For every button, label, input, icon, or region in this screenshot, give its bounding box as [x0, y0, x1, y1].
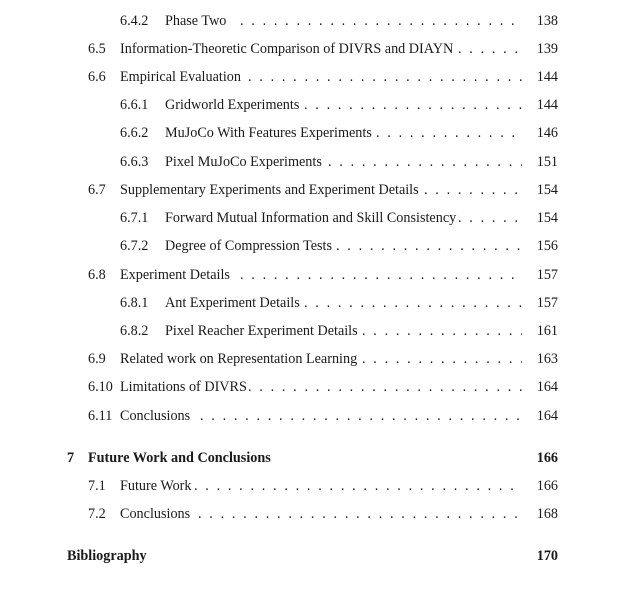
toc-entry-number: 6.7 [88, 182, 106, 198]
toc-entry-title: Ant Experiment Details [165, 295, 300, 311]
toc-entry-page: 164 [536, 408, 558, 424]
leader-dots [424, 180, 522, 200]
toc-entry-page: 161 [536, 323, 558, 339]
toc-entry-page: 138 [536, 13, 558, 29]
leader-dots [336, 236, 522, 256]
toc-entry-page: 157 [536, 295, 558, 311]
toc-entry-page: 144 [536, 69, 558, 85]
toc-entry[interactable] [0, 476, 631, 496]
toc-entry-page: 164 [536, 379, 558, 395]
toc-entry-title: Conclusions [120, 408, 191, 424]
toc-entry-number: 6.8.2 [120, 323, 149, 339]
leader-dots [304, 293, 522, 313]
leader-dots [248, 377, 522, 397]
toc-entry-page: 151 [536, 154, 558, 170]
toc-entry-number: 6.11 [88, 408, 113, 424]
toc-bibliography-page: 170 [536, 548, 558, 564]
leader-dots [458, 208, 522, 228]
toc-entry-number: 6.4.2 [120, 13, 149, 29]
toc-entry[interactable] [0, 123, 631, 143]
toc-entry-title: Forward Mutual Information and Skill Consistency [165, 210, 457, 226]
toc-entry-title: Related work on Representation Learning [120, 351, 358, 367]
toc-entry[interactable] [0, 95, 631, 115]
toc-entry[interactable] [0, 406, 631, 426]
toc-entry-page: 168 [536, 506, 558, 522]
leader-dots [362, 349, 522, 369]
toc-entry-title: Limitations of DIVRS [120, 379, 247, 395]
toc-entry-number: 6.8 [88, 267, 106, 283]
toc-entry-page: 144 [536, 97, 558, 113]
toc-entry-number: 6.6.1 [120, 97, 149, 113]
leader-dots [376, 123, 522, 143]
leader-dots [240, 265, 522, 285]
toc-entry-number: 6.6.2 [120, 125, 149, 141]
toc-entry-number: 6.7.1 [120, 210, 149, 226]
toc-entry[interactable] [0, 11, 631, 31]
toc-entry-number: 6.8.1 [120, 295, 149, 311]
toc-entry-title: Gridworld Experiments [165, 97, 300, 113]
toc-chapter-title: Future Work and Conclusions [88, 450, 271, 466]
toc-entry[interactable] [0, 293, 631, 313]
toc-entry-page: 154 [536, 182, 558, 198]
toc-entry-number: 6.5 [88, 41, 106, 57]
toc-entry-title: Supplementary Experiments and Experiment Details [120, 182, 419, 198]
toc-entry-title: Empirical Evaluation [120, 69, 241, 85]
toc-entry[interactable] [0, 236, 631, 256]
leader-dots [328, 152, 522, 172]
toc-entry[interactable] [0, 504, 631, 524]
toc-chapter[interactable] [0, 448, 631, 468]
toc-entry[interactable] [0, 208, 631, 228]
leader-dots [198, 504, 522, 524]
toc-entry-title: Information-Theoretic Comparison of DIVRS and DIAYN [120, 41, 454, 57]
toc-entry-page: 146 [536, 125, 558, 141]
toc-entry-number: 6.7.2 [120, 238, 149, 254]
toc-entry[interactable] [0, 265, 631, 285]
toc-bibliography-title: Bibliography [67, 548, 147, 564]
toc-entry[interactable] [0, 321, 631, 341]
toc-entry-page: 156 [536, 238, 558, 254]
toc-entry-title: MuJoCo With Features Experiments [165, 125, 372, 141]
toc-entry-title: Phase Two [165, 13, 227, 29]
toc-chapter-number: 7 [67, 450, 75, 466]
toc-entry[interactable] [0, 67, 631, 87]
toc-entry-title: Future Work [120, 478, 192, 494]
leader-dots [240, 11, 522, 31]
toc-entry-page: 166 [536, 478, 558, 494]
toc-entry-number: 7.2 [88, 506, 106, 522]
leader-dots [194, 476, 522, 496]
toc-entry-number: 6.6.3 [120, 154, 149, 170]
toc-entry-title: Degree of Compression Tests [165, 238, 332, 254]
toc-entry-page: 154 [536, 210, 558, 226]
leader-dots [304, 95, 522, 115]
toc-entry[interactable] [0, 349, 631, 369]
toc-entry-title: Experiment Details [120, 267, 230, 283]
toc-entry[interactable] [0, 180, 631, 200]
toc-chapter-page: 166 [536, 450, 558, 466]
toc-entry-title: Pixel MuJoCo Experiments [165, 154, 322, 170]
toc-entry[interactable] [0, 377, 631, 397]
leader-dots [248, 67, 522, 87]
toc-entry-page: 139 [536, 41, 558, 57]
toc-entry-number: 6.9 [88, 351, 106, 367]
toc-entry-number: 7.1 [88, 478, 106, 494]
toc-entry-number: 6.6 [88, 69, 106, 85]
leader-dots [200, 406, 522, 426]
toc-entry-page: 163 [536, 351, 558, 367]
toc-entry-page: 157 [536, 267, 558, 283]
leader-dots [362, 321, 522, 341]
toc-entry-title: Pixel Reacher Experiment Details [165, 323, 358, 339]
toc-entry[interactable] [0, 39, 631, 59]
toc-entry-title: Conclusions [120, 506, 191, 522]
toc-entry[interactable] [0, 152, 631, 172]
toc-entry-number: 6.10 [88, 379, 113, 395]
toc-bibliography[interactable] [0, 546, 631, 566]
leader-dots [458, 39, 522, 59]
